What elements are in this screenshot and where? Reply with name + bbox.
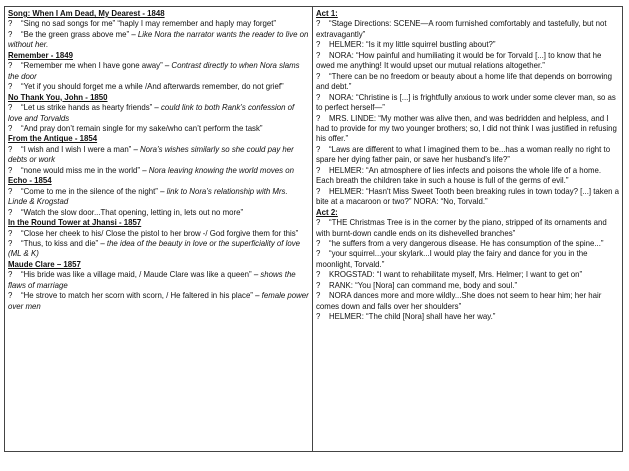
quote-text: “Watch the slow door...That opening, letting in, lets out no more” bbox=[21, 207, 244, 217]
quote-text: “Laws are different to what I imagined them to be...has a woman really no right to spare her dying father pain, or save her husband’s life?” bbox=[316, 144, 611, 165]
quote-bullet bbox=[316, 291, 619, 312]
quote-text: “His bride was like a village maid, / Maude Clare was like a queen” bbox=[21, 270, 254, 280]
analysis-note: – shows the flaws of marriage bbox=[8, 270, 296, 290]
quote-text: “your squirrel...your skylark...I would play the fairy and dance for you in the moonlight, Torvald.” bbox=[316, 249, 588, 269]
section-heading: Maude Clare – 1857 bbox=[8, 259, 81, 269]
bullet-marker: ? bbox=[316, 218, 321, 228]
quote-bullet bbox=[316, 145, 619, 166]
quote-text: HELMER: “Hasn't Miss Sweet Tooth been breaking rules in town today? [...] taken a bite at a macaroon or two?” NORA: “No, Torvald.” bbox=[316, 186, 619, 207]
quote-bullet bbox=[316, 93, 619, 114]
quote-bullet bbox=[8, 270, 309, 291]
quote-text: “He strove to match her scorn with scorn, / He faltered in his place” bbox=[21, 291, 256, 301]
bullet-marker: ? bbox=[316, 40, 321, 50]
bullet-marker: ? bbox=[8, 238, 13, 248]
quote-text: “I wish and I wish I were a man” bbox=[21, 144, 134, 154]
notes-table bbox=[4, 6, 623, 452]
quote-bullet bbox=[8, 166, 309, 176]
analysis-note: – Like Nora the narrator wants the reader to live on without her. bbox=[8, 29, 309, 50]
quote-text: HELMER: “The child [Nora] shall have her way.” bbox=[329, 312, 496, 322]
bullet-marker: ? bbox=[316, 312, 321, 322]
bullet-marker: ? bbox=[8, 186, 13, 196]
bullet-marker: ? bbox=[316, 249, 321, 259]
quote-bullet bbox=[316, 72, 619, 93]
section-heading: Remember - 1849 bbox=[8, 50, 73, 60]
quote-text: MRS. LINDE: “My mother was alive then, and was bedridden and helpless, and I had to provide for my two younger brothers; so, I did not think I was justified in refusing his offer.” bbox=[316, 113, 617, 144]
bullet-marker: ? bbox=[316, 238, 321, 248]
quote-bullet bbox=[8, 145, 309, 166]
quote-bullet bbox=[316, 40, 619, 50]
bullet-marker: ? bbox=[316, 92, 321, 102]
quote-text: NORA dances more and more wildly...She does not seem to hear him; her hair comes down and falls over her shoulders” bbox=[316, 291, 602, 311]
quote-text: “And pray don’t remain single for my sake/who can’t perform the task” bbox=[21, 123, 263, 133]
section-heading: In the Round Tower at Jhansi - 1857 bbox=[8, 218, 142, 228]
analysis-note: – Contrast directly to when Nora slams the door bbox=[8, 61, 300, 81]
bullet-marker: ? bbox=[316, 186, 321, 196]
bullet-marker: ? bbox=[8, 82, 13, 92]
bullet-marker: ? bbox=[8, 29, 13, 39]
analysis-note: – the idea of the beauty in love or the superficiality of love (ML & K) bbox=[8, 238, 301, 259]
quote-bullet bbox=[8, 291, 309, 312]
bullet-marker: ? bbox=[316, 270, 321, 280]
quote-text: “Sing no sad songs for me” “haply I may remember and haply may forget” bbox=[21, 19, 277, 29]
quote-bullet bbox=[8, 61, 309, 82]
quote-bullet bbox=[316, 239, 619, 249]
poems-column bbox=[5, 7, 313, 451]
quote-bullet bbox=[316, 249, 619, 270]
section-heading: Song: When I Am Dead, My Dearest - 1848 bbox=[8, 9, 165, 18]
quote-bullet bbox=[316, 218, 619, 239]
bullet-marker: ? bbox=[316, 71, 321, 81]
bullet-marker: ? bbox=[8, 123, 13, 133]
bullet-marker: ? bbox=[8, 291, 13, 301]
quote-bullet bbox=[316, 19, 619, 40]
section-heading: Act 2: bbox=[316, 207, 338, 217]
bullet-marker: ? bbox=[8, 228, 13, 238]
bullet-marker: ? bbox=[8, 144, 13, 154]
bullet-marker: ? bbox=[316, 50, 321, 60]
quote-text: “Close her cheek to his/ Close the pistol to her brow -/ God forgive them for this” bbox=[21, 228, 299, 238]
quote-text: “Be the green grass above me” bbox=[21, 29, 132, 39]
bullet-marker: ? bbox=[8, 207, 13, 217]
quote-text: NORA: “How painful and humiliating it would be for Torvald [...] to know that he owed me anything! It would upset our mutual relations altogether.” bbox=[316, 50, 602, 71]
section-heading: From the Antique - 1854 bbox=[8, 134, 98, 144]
bullet-marker: ? bbox=[8, 270, 13, 280]
bullet-marker: ? bbox=[316, 280, 321, 290]
bullet-marker: ? bbox=[316, 291, 321, 301]
bullet-marker: ? bbox=[8, 19, 13, 29]
quote-text: “There can be no freedom or beauty about a home life that depends on borrowing and debt.” bbox=[316, 71, 612, 92]
quote-bullet bbox=[316, 187, 619, 208]
bullet-marker: ? bbox=[316, 165, 321, 175]
quote-text: NORA: “Christine is [...] is frightfully anxious to work under some clever man, so as to perfect herself—” bbox=[316, 92, 616, 113]
analysis-note: – link to Nora’s relationship with Mrs. Linde & Krogstad bbox=[8, 186, 288, 207]
quote-text: HELMER: “An atmosphere of lies infects and poisons the whole life of a home. Each breath the children take in such a house is full of the germs of evil.” bbox=[316, 165, 602, 186]
quote-text: HELMER: “Is it my little squirrel bustling about?” bbox=[329, 40, 496, 50]
quote-bullet bbox=[316, 51, 619, 72]
bullet-marker: ? bbox=[8, 103, 13, 113]
quote-text: “Let us strike hands as hearty friends” bbox=[21, 103, 155, 113]
bullet-marker: ? bbox=[316, 113, 321, 123]
quote-bullet bbox=[8, 19, 309, 29]
bullet-marker: ? bbox=[316, 144, 321, 154]
quote-bullet bbox=[316, 114, 619, 145]
section-heading: No Thank You, John - 1850 bbox=[8, 92, 108, 102]
quote-text: “Thus, to kiss and die” bbox=[21, 238, 101, 248]
quote-bullet bbox=[8, 82, 309, 92]
analysis-note: – female power over men bbox=[8, 291, 309, 311]
quote-text: “Remember me when I have gone away” bbox=[21, 61, 165, 71]
section-heading: Act 1: bbox=[316, 9, 338, 18]
quote-bullet bbox=[8, 30, 309, 51]
quote-bullet bbox=[316, 281, 619, 291]
quote-bullet bbox=[8, 208, 309, 218]
quote-bullet bbox=[316, 312, 619, 322]
quote-bullet bbox=[8, 187, 309, 208]
bullet-marker: ? bbox=[8, 61, 13, 71]
quote-text: “he suffers from a very dangerous disease. He has consumption of the spine...” bbox=[329, 238, 604, 248]
quote-bullet bbox=[8, 124, 309, 134]
quote-text: “Stage Directions: SCENE—A room furnished comfortably and tastefully, but not extravagantly” bbox=[316, 19, 607, 39]
quote-text: “none would miss me in the world” bbox=[21, 165, 143, 175]
analysis-note: – Nora leaving knowing the world moves on bbox=[142, 165, 294, 175]
quote-bullet bbox=[8, 239, 309, 260]
quote-text: RANK: “You [Nora] can command me, body and soul.” bbox=[329, 280, 518, 290]
play-quotes-column bbox=[313, 7, 622, 451]
quote-bullet bbox=[316, 166, 619, 187]
quote-text: KROGSTAD: “I want to rehabilitate myself, Mrs. Helmer; I want to get on” bbox=[329, 270, 583, 280]
quote-text: “Come to me in the silence of the night” bbox=[21, 186, 161, 196]
bullet-marker: ? bbox=[8, 165, 13, 175]
quote-bullet bbox=[8, 229, 309, 239]
bullet-marker: ? bbox=[316, 19, 321, 29]
section-heading: Echo - 1854 bbox=[8, 176, 52, 186]
analysis-note: – Nora’s wishes similarly so she could pay her debts or work bbox=[8, 144, 294, 165]
quote-bullet bbox=[8, 103, 309, 124]
quote-bullet bbox=[316, 270, 619, 280]
analysis-note: – could link to both Rank’s confession of love and Torvalds bbox=[8, 103, 295, 123]
quote-text: “THE Christmas Tree is in the corner by the piano, stripped of its ornaments and with burnt-down candle ends on its dishevelled branches” bbox=[316, 218, 607, 238]
quote-text: “Yet if you should forget me a while /And afterwards remember, do not grief” bbox=[21, 82, 284, 92]
